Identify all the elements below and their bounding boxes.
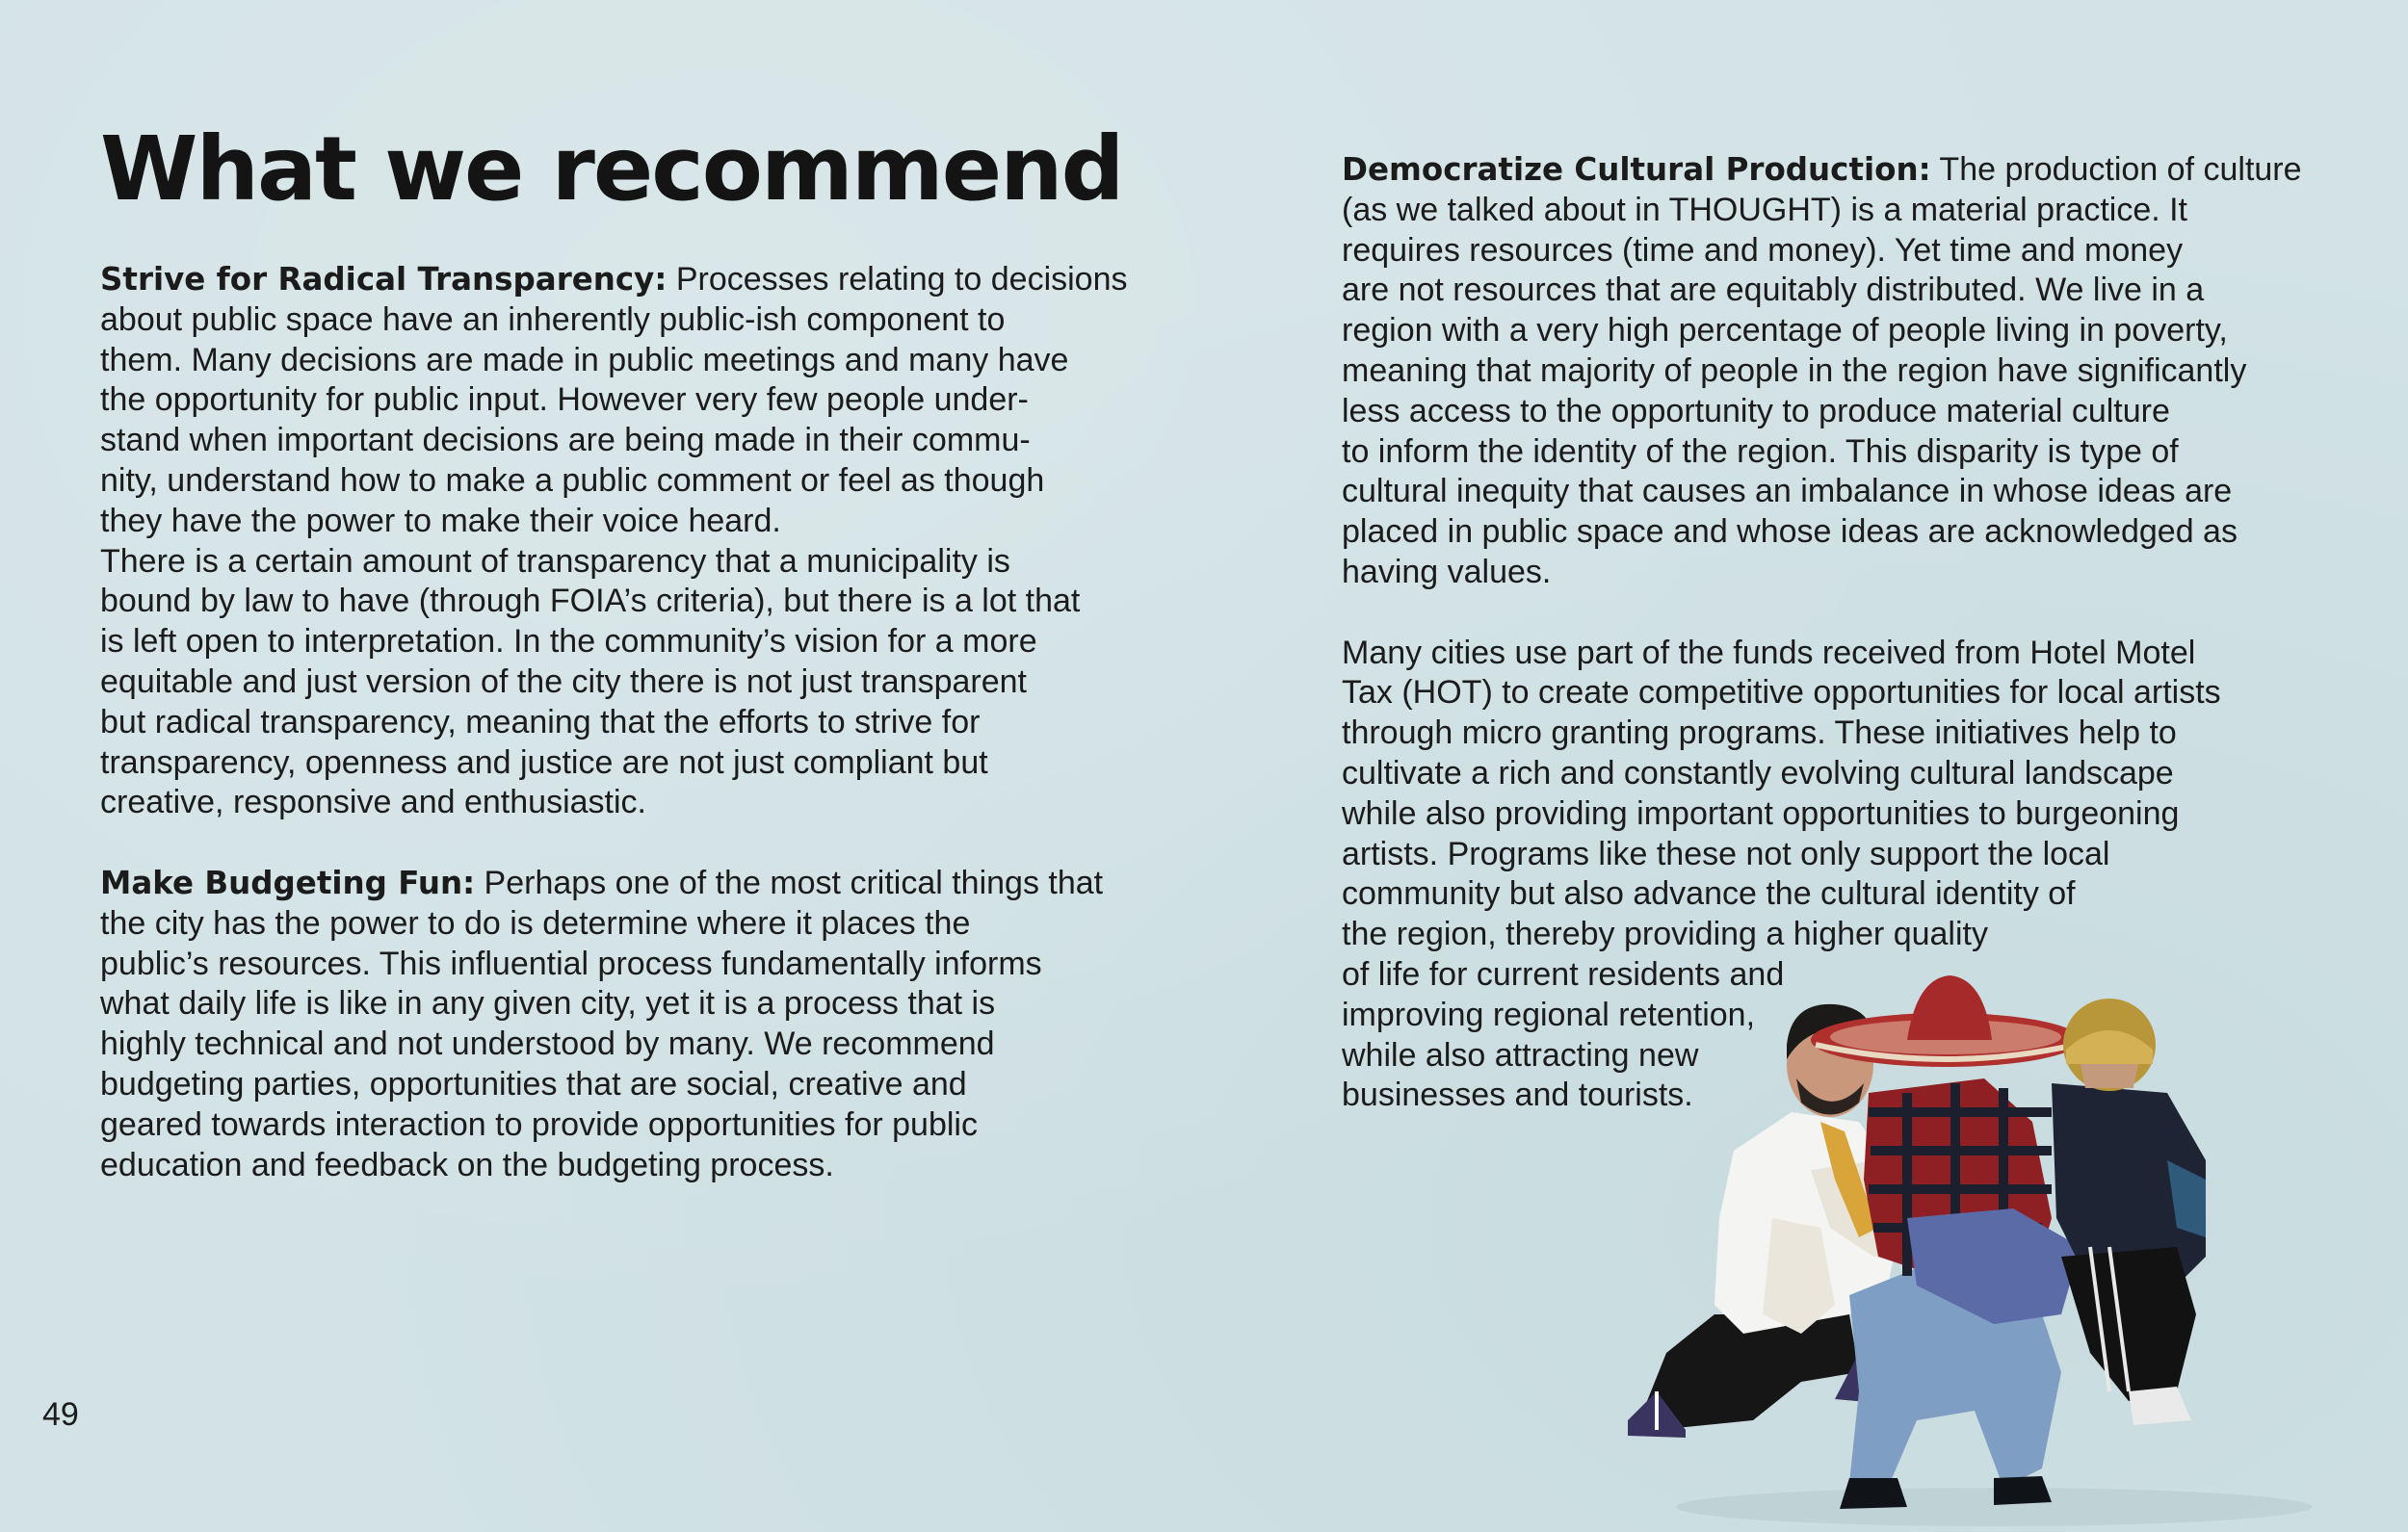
- democratize-body: The production of culture (as we talked about in THOUGHT) is a material practice. It requires resources (time and money). Yet time and money are not resources that are equitably distributed. We live in a region with a very high percentage of people living in poverty, meaning that majority of people in the region have significantly less access to the opportunity to produce material culture to inform the identity of the region. This disparity is type of cultural inequity that causes an imbalance in whose ideas are placed in public space and whose ideas are acknowledged as having values.: [1342, 151, 2302, 590]
- transparency-paragraph-2: There is a certain amount of transparency that a municipality is bound by law to have (through FOIA’s criteria), but there is a lot that is left open to interpretation. In the community’s vision for a more equitable and just version of the city there is not just transparent but radical transparency, meaning that the efforts to strive for transparency, openness and justice are not just compliant but creative, responsive and enthusiastic.: [100, 542, 1081, 821]
- democratize-heading: Democratize Cultural Production:: [1342, 151, 1931, 188]
- transparency-paragraph: [100, 260, 1179, 542]
- hot-paragraph: Many cities use part of the funds received from Hotel Motel Tax (HOT) to create competitive opportunities for local artists through micro granting programs. These initiatives help to cultivate a rich and constantly evolving cultural landscape while also providing important opportunities to burgeoning artists. Programs like these not only support the local community but also advance the cultural identity of the region, thereby providing a higher quality of life for current residents and improving regional retention, while also attracting new businesses and tourists.: [1342, 634, 2221, 1114]
- budgeting-paragraph: [100, 864, 1179, 1185]
- person-dark-jacket: [2052, 999, 2206, 1425]
- budgeting-body: Perhaps one of the most critical things that the city has the power to do is determine where it places the public’s resources. This influential process fundamentally informs what daily life is like in any given city, yet it is a process that is highly technical and not understood by many. We recommend budgeting parties, opportunities that are social, creative and geared towards interaction to provide opportunities for public education and feedback on the budgeting process.: [100, 864, 1104, 1183]
- transparency-heading: Strive for Radical Transparency:: [100, 261, 667, 298]
- democratize-paragraph: [1342, 150, 2363, 593]
- budgeting-heading: Make Budgeting Fun:: [100, 864, 476, 901]
- people-crouching-photo: [1628, 968, 2360, 1532]
- transparency-body: Processes relating to decisions about public space have an inherently public-ish component to them. Many decisions are made in public meetings and many have the opportunity for public input. However very few people under- stand when important decisions are being made in their commu- nity, understand how to make a public comment or feel as though they have the power to make their voice heard.: [100, 261, 1128, 539]
- page-title: What we recommend: [100, 117, 1123, 221]
- left-column: [100, 260, 1179, 1185]
- page-number: 49: [42, 1396, 79, 1433]
